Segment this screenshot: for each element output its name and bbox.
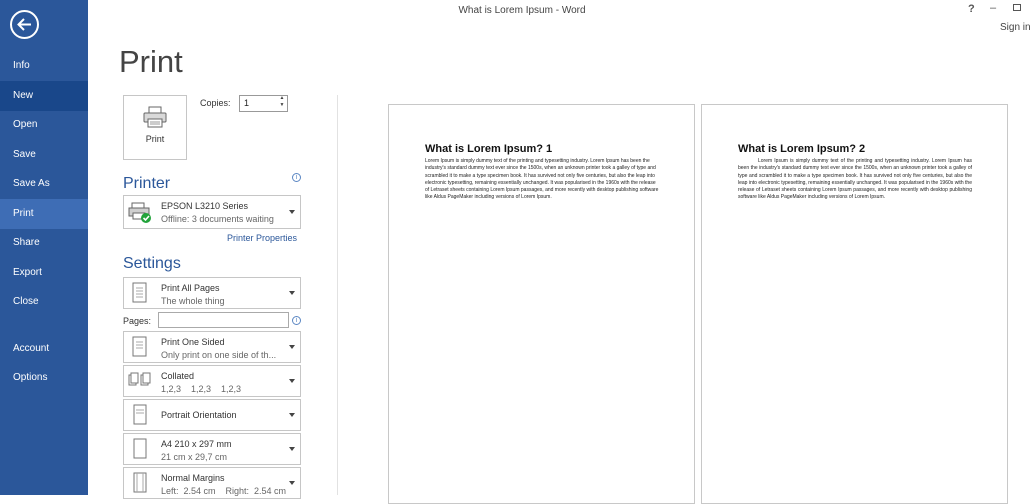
chevron-down-icon — [289, 413, 295, 417]
print-range-select[interactable] — [123, 277, 301, 309]
window-title: What is Lorem Ipsum - Word — [458, 5, 586, 16]
sides-desc: Only print on one side of th... — [161, 350, 277, 360]
sidebar-item-save-as[interactable]: Save As — [13, 178, 50, 189]
preview-page-body: Lorem Ipsum is simply dummy text of the printing and typesetting industry. Lorem Ipsum has been the industry's standard dummy text ever since the 1500s, when an unknown printer took a galley of type and scrambled it to make a type specimen book. It has survived not only five centuries, but also the leap into electronic typesetting, remaining essentially unchanged. It was popularised in the 1960s with the release of Letraset sheets containing Lorem Ipsum passages, and more recently with desktop publishing software like Aldus PageMaker including versions of Lorem Ipsum. — [425, 158, 659, 201]
sides-select[interactable] — [123, 331, 301, 363]
copies-input[interactable]: 1 — [239, 95, 288, 112]
sidebar-item-close[interactable]: Close — [13, 296, 39, 307]
chevron-down-icon — [289, 379, 295, 383]
back-arrow-icon[interactable] — [10, 10, 39, 39]
paper-size-select[interactable] — [123, 433, 301, 465]
copies-label: Copies: — [200, 98, 231, 108]
paper-size-value: A4 210 x 297 mm — [161, 439, 232, 449]
printer-info-icon[interactable]: i — [292, 173, 301, 182]
printer-status: Offline: 3 documents waiting — [161, 214, 274, 224]
spin-down-icon[interactable]: ▼ — [279, 102, 285, 108]
margins-value: Normal Margins — [161, 473, 225, 483]
chevron-down-icon — [289, 345, 295, 349]
sidebar-item-open[interactable]: Open — [13, 119, 38, 130]
panel-divider — [337, 95, 338, 495]
settings-heading: Settings — [123, 255, 181, 272]
pages-input[interactable] — [158, 312, 289, 328]
printer-name: EPSON L3210 Series — [161, 201, 249, 211]
chevron-down-icon — [289, 210, 295, 214]
preview-page-2 — [701, 104, 1008, 504]
sidebar-item-share[interactable]: Share — [13, 237, 40, 248]
backstage-sidebar — [0, 0, 88, 495]
chevron-down-icon — [289, 291, 295, 295]
help-icon[interactable]: ? — [968, 3, 975, 15]
print-range-value: Print All Pages — [161, 283, 220, 293]
preview-page-1 — [388, 104, 695, 504]
collation-value: Collated — [161, 371, 195, 381]
restore-icon[interactable] — [1013, 4, 1021, 11]
orientation-value: Portrait Orientation — [161, 410, 237, 420]
orientation-select[interactable] — [123, 399, 301, 431]
printer-select[interactable] — [123, 195, 301, 229]
printer-icon — [143, 106, 167, 128]
pages-label: Pages: — [123, 316, 152, 326]
margins-icon — [128, 471, 152, 495]
print-range-desc: The whole thing — [161, 296, 225, 306]
sidebar-item-new[interactable]: New — [0, 81, 88, 111]
sides-value: Print One Sided — [161, 337, 225, 347]
sidebar-item-print[interactable]: Print — [0, 199, 88, 229]
printer-ready-icon — [128, 200, 152, 224]
collated-icon — [128, 369, 152, 393]
collation-select[interactable] — [123, 365, 301, 397]
document-pages-icon — [128, 281, 152, 305]
margins-select[interactable] — [123, 467, 301, 499]
sidebar-item-options[interactable]: Options — [13, 372, 48, 383]
sidebar-item-save[interactable]: Save — [13, 149, 36, 160]
printer-properties-link[interactable]: Printer Properties — [227, 233, 298, 243]
portrait-page-icon — [128, 403, 152, 427]
sidebar-item-export[interactable]: Export — [13, 267, 42, 278]
pages-info-icon[interactable]: i — [292, 316, 301, 325]
paper-size-desc: 21 cm x 29,7 cm — [161, 452, 228, 462]
paper-size-icon — [128, 437, 152, 461]
printer-heading: Printer — [123, 175, 171, 192]
one-sided-icon — [128, 335, 152, 359]
print-button-label: Print — [145, 134, 165, 144]
title-bar — [88, 0, 1031, 33]
preview-page-body: Lorem Ipsum is simply dummy text of the printing and typesetting industry. Lorem Ipsum has been the industry's standard dummy text ever since the 1500s, when an unknown printer took a galley of type and scrambled it to make a type specimen book. It has survived not only five centuries, but also the leap into electronic typesetting, remaining essentially unchanged. It was popularised in the 1960s with the release of Letraset sheets containing Lorem Ipsum passages, and more recently with desktop publishing software like Aldus PageMaker including versions of Lorem Ipsum. — [738, 158, 972, 201]
preview-page-heading: What is Lorem Ipsum? 1 — [425, 143, 553, 155]
collation-desc: 1,2,3 1,2,3 1,2,3 — [161, 384, 242, 394]
minimize-icon[interactable]: – — [990, 2, 997, 14]
sidebar-item-account[interactable]: Account — [13, 343, 50, 354]
preview-page-heading: What is Lorem Ipsum? 2 — [738, 143, 866, 155]
sidebar-item-info[interactable]: Info — [13, 60, 30, 71]
margins-desc: Left: 2.54 cm Right: 2.54 cm — [161, 486, 287, 496]
print-button[interactable] — [123, 95, 187, 160]
copies-spinner[interactable] — [276, 95, 288, 112]
spin-up-icon[interactable]: ▲ — [279, 95, 285, 101]
chevron-down-icon — [289, 481, 295, 485]
page-title: Print — [119, 44, 183, 79]
sign-in-link[interactable]: Sign in — [1000, 22, 1031, 33]
chevron-down-icon — [289, 447, 295, 451]
